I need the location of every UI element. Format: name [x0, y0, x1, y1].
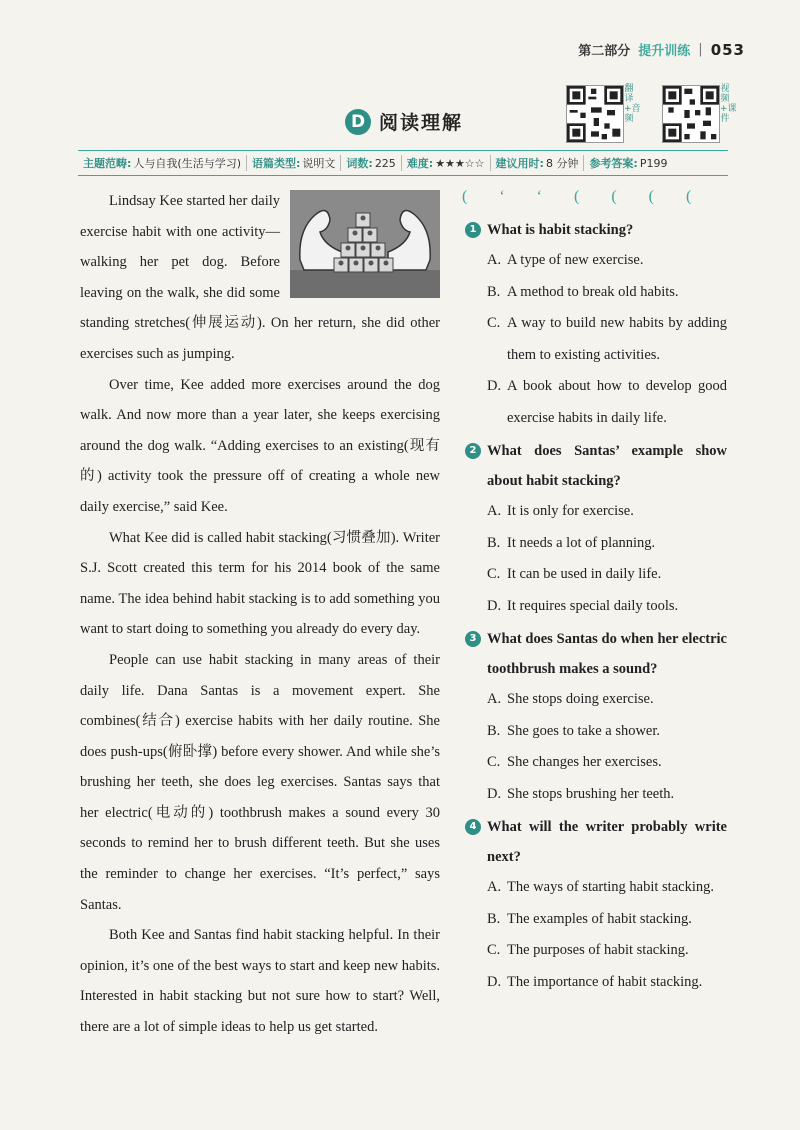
answer-option[interactable]: D. It requires special daily tools. — [487, 597, 679, 614]
qr-label-video: 视频+课件 — [720, 84, 737, 124]
info-answer-ref: 参考答案: P199 — [589, 156, 668, 170]
habit-stacking-illustration — [290, 190, 440, 298]
subsection-label: 提升训练 — [638, 44, 691, 59]
answer-option[interactable]: C. She changes her exercises. — [487, 754, 662, 770]
answer-option[interactable]: A. She stops doing exercise. — [487, 691, 654, 707]
answer-option[interactable]: C. It can be used in daily life. — [487, 566, 662, 582]
section-title — [345, 108, 463, 135]
answer-option[interactable]: D. A book about how to develop good exercise habits in daily life. — [487, 378, 727, 426]
answer-option[interactable]: D. The importance of habit stacking. — [487, 973, 703, 990]
info-suggested-time: 建议用时: 8 分钟 — [491, 155, 585, 171]
qr-label-translation: 翻译+音频 — [624, 84, 641, 124]
question-stem: What does Santas’ example show about habit stacking? — [487, 443, 727, 489]
passage-paragraph: Lindsay Kee started her daily exercise habit with one activity—walking her pet dog. Before leaving on the walk, she did some standing stretches(伸展运动). On her return, she did other exercises such as jumping. — [80, 193, 440, 362]
info-difficulty: 难度: ★★★☆☆ — [402, 155, 491, 171]
answer-option[interactable]: C. The purposes of habit stacking. — [487, 942, 689, 958]
answer-option[interactable]: B. A method to break old habits. — [487, 283, 679, 300]
answer-option[interactable]: C. A way to build new habits by adding them to existing activities. — [487, 315, 727, 363]
info-word-count: 词数: 225 — [341, 155, 401, 171]
header-divider: | — [698, 42, 703, 57]
passage-paragraph: Over time, Kee added more exercises around the dog walk. And now more than a year later, she keeps exercising around the dog walk. “Adding exercises to an existing(现有的) activity took the pressure off of creating a whole new daily exercise,” said Kee. — [80, 376, 440, 515]
qr-code-translation[interactable] — [566, 85, 624, 143]
page-number: 053 — [710, 40, 745, 59]
question-list — [465, 215, 727, 1000]
question-stem: What does Santas do when her electric toothbrush makes a sound? — [487, 631, 727, 677]
question-stem: What is habit stacking? — [487, 222, 634, 238]
info-text-type: 语篇类型: 说明文 — [247, 155, 341, 171]
question-number-badge: 1 — [465, 222, 481, 238]
passage-paragraph: What Kee did is called habit stacking(习惯叠加). Writer S.J. Scott created this term for his 2014 book of the same name. The idea behind habit stacking is to add something you want to start doing to something you already do every day. — [80, 529, 440, 638]
muscle-arms-blocks-icon — [290, 190, 440, 298]
question-stem: What will the writer probably write next? — [487, 819, 727, 865]
info-bar — [78, 150, 728, 176]
qr-code-video[interactable] — [662, 85, 720, 143]
question-item — [465, 812, 727, 998]
section-label: 第二部分 — [578, 44, 631, 59]
decorative-marks: ( ‘ ‘ ( ( ( ( — [462, 188, 706, 205]
answer-option[interactable]: B. It needs a lot of planning. — [487, 534, 656, 551]
passage-paragraph: Both Kee and Santas find habit stacking helpful. In their opinion, it’s one of the best ways to start and keep new habits. Interested in habit stacking but not sure how to start? Well, there are a lot of simple ideas to help us get started. — [80, 927, 441, 1036]
qr-code-icon — [663, 86, 719, 142]
reading-passage — [80, 186, 440, 1043]
question-item — [465, 624, 727, 810]
answer-option[interactable]: B. The examples of habit stacking. — [487, 910, 692, 927]
answer-option[interactable]: A. It is only for exercise. — [487, 503, 634, 519]
question-item — [465, 436, 727, 622]
question-number-badge: 4 — [465, 819, 481, 835]
passage-paragraph: People can use habit stacking in many areas of their daily life. Dana Santas is a movement expert. She combines(结合) exercise habits with her daily routine. She does push-ups(俯卧撑) before every shower. And while she’s brushing her teeth, she does leg exercises. Santas says that her electric(电动的) toothbrush makes a sound every 30 seconds to remind her to brush different teeth. But she uses the reminder to change her exercises. “It’s perfect,” says Santas. — [80, 651, 440, 913]
answer-option[interactable]: A. A type of new exercise. — [487, 252, 644, 268]
answer-option[interactable]: A. The ways of starting habit stacking. — [487, 879, 714, 895]
answer-option[interactable]: B. She goes to take a shower. — [487, 722, 661, 739]
question-item — [465, 215, 727, 434]
info-topic: 主题范畴: 人与自我(生活与学习) — [78, 155, 247, 171]
page-title: 阅读理解 — [379, 112, 464, 134]
answer-option[interactable]: D. She stops brushing her teeth. — [487, 785, 675, 802]
question-number-badge: 3 — [465, 631, 481, 647]
qr-code-icon — [567, 86, 623, 142]
page-header — [578, 40, 745, 59]
question-number-badge: 2 — [465, 443, 481, 459]
section-badge: D — [345, 109, 371, 135]
